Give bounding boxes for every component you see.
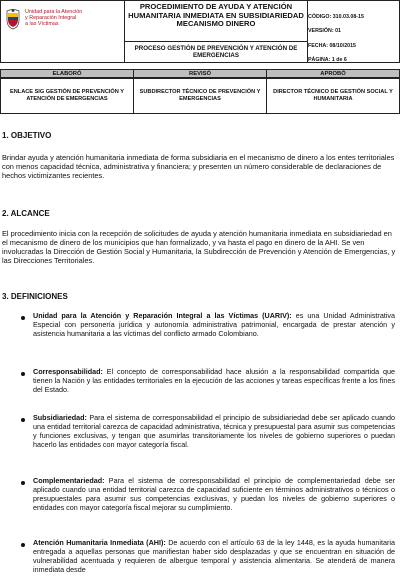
reviso-header: REVISÓ bbox=[133, 69, 267, 78]
alcance-heading: 2. ALCANCE bbox=[2, 209, 50, 218]
definition-corresponsabilidad bbox=[33, 368, 395, 395]
bullet bbox=[21, 372, 25, 376]
bullet bbox=[21, 418, 25, 422]
fecha: FECHA: 08/10/2015 bbox=[308, 43, 356, 49]
definition-term: Subsidiariedad: bbox=[33, 413, 87, 422]
colombia-shield-logo bbox=[5, 8, 21, 30]
definiciones-heading: 3. DEFINICIONES bbox=[2, 292, 68, 301]
aprobo-header: APROBÓ bbox=[266, 69, 400, 78]
process-name: PROCESO GESTIÓN DE PREVENCIÓN Y ATENCIÓN DE EMERGENCIAS bbox=[134, 45, 298, 60]
definition-text: De acuerdo con el artículo 63 de la ley 1448, es la ayuda humanitaria entregada a aquellas personas que manifiestan haber sido desplazadas y que se encuentran en situación de vulnerabilidad acentuada y requieren de albergue temporal y asistencia alimentaria. Se atenderá de manera inmediata desde bbox=[33, 538, 396, 574]
objetivo-heading: 1. OBJETIVO bbox=[2, 131, 52, 140]
version: VERSIÓN: 01 bbox=[308, 28, 341, 34]
alcance-text: El procedimiento inicia con la recepción de solicitudes de ayuda y atención humanitaria inmediata en subsidiariedad en el mecanismo de dinero de los municipios que han formalizado, y va hasta el pago en dinero de la AHI. Se ven involucradas la Dirección de Gestión Social y Humanitaria, la Subdirección de Prevención y Atención de Emergencias, y las Direcciones Territoriales. bbox=[2, 229, 396, 265]
objetivo-text: Brindar ayuda y atención humanitaria inmediata de forma subsidiaria en el mecanismo de dinero a los entes territoriales con menos capacidad técnica, administrativa y financiera; y presenten un número considerable de declaraciones de hechos victimizantes recientes. bbox=[2, 153, 395, 180]
logo-line-2: y Reparación Integral bbox=[25, 15, 77, 21]
definition-term: Unidad para la Atención y Reparación Integral a las Víctimas (UARIV): bbox=[33, 311, 292, 320]
definition-uariv bbox=[33, 312, 395, 339]
reviso-value: SUBDIRECTOR TÉCNICO DE PREVENCIÓN Y EMERGENCIAS bbox=[133, 78, 267, 114]
bullet bbox=[21, 316, 25, 320]
elaboro-header: ELABORÓ bbox=[0, 69, 134, 78]
definition-text: Para el sistema de corresponsabilidad el principio de subsidiariedad debe ser aplicado cuando una entidad territorial carezca de capacidad administrativa, técnica y presupuestal para asumir sus competencias y funciones exclusivas, y tengan que asumirlas transitoriamente los niveles de gobierno superiores o puedan hacerlo las entidades con mayor categoría fiscal. bbox=[33, 413, 395, 449]
definition-term: Complementariedad: bbox=[33, 476, 105, 485]
definition-ahi bbox=[33, 539, 395, 575]
aprobo-value: DIRECTOR TÉCNICO DE GESTIÓN SOCIAL Y HUMANITARIA bbox=[266, 78, 400, 114]
bullet bbox=[21, 481, 25, 485]
definition-text: El concepto de corresponsabilidad hace alusión a la responsabilidad compartida que tienen la Nación y las entidades territoriales en la ejecución de las acciones y tareas específicas frente a los fines del Estado. bbox=[33, 367, 395, 394]
pagina: PÁGINA: 1 de 6 bbox=[308, 57, 347, 63]
logo-text bbox=[25, 9, 82, 27]
logo-line-1: Unidad para la Atención bbox=[25, 9, 83, 15]
bullet bbox=[21, 543, 25, 547]
elaboro-value: ENLACE SIG GESTIÓN DE PREVENCIÓN Y ATENCIÓN DE EMERGENCIAS bbox=[0, 78, 134, 114]
definition-term: Atención Humanitaria Inmediata (AHI): bbox=[33, 538, 166, 547]
definition-text: es una Unidad Administrativa Especial con personería jurídica y autonomía administrativa patrimonial, encargada de prestar atención y asistencia humanitaria a las víctimas del conflicto armado Colombiano. bbox=[33, 311, 395, 338]
definition-complementariedad bbox=[33, 477, 395, 513]
document-title: PROCEDIMIENTO DE AYUDA Y ATENCIÓN HUMANITARIA INMEDIATA EN SUBSIDIARIEDAD MECANISMO DINERO bbox=[128, 2, 304, 29]
logo-line-3: a las Víctimas bbox=[25, 21, 59, 27]
definition-subsidiariedad bbox=[33, 414, 395, 450]
codigo: CÓDIGO: 310.03.08-15 bbox=[308, 14, 364, 20]
definition-text: Para el sistema de corresponsabilidad el principio de complementariedad debe ser aplicado cuando una entidad territorial carezca de capacidad suficiente en términos administrativos o técnicos o presupuestales para asumir sus competencias exclusivas, y puedan los niveles de gobierno superiores o entidades con mayor categoría fiscal mejorar su cumplimiento. bbox=[33, 476, 395, 512]
definition-term: Corresponsabilidad: bbox=[33, 367, 103, 376]
